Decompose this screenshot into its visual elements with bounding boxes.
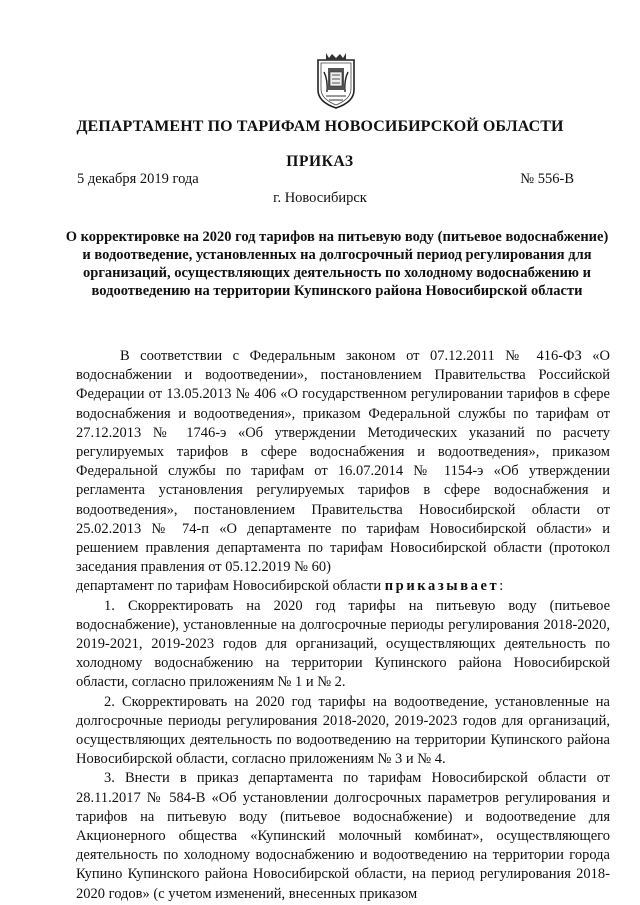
order-item-2: 2. Скорректировать на 2020 год тарифы на водоотведение, установленные на долгосрочные периоды регулирования 2018-2020, 2019-2023 годов для организаций, осуществляющих деятельность по водоотведению на территории Купинского района Новосибирской области, согласно приложениям № 3 и № 4. <box>76 693 610 768</box>
order-body <box>76 347 610 904</box>
preamble-paragraph: В соответствии с Федеральным законом от 07.12.2011 № 416-ФЗ «О водоснабжении и водоотведении», постановлением Правительства Российской Федерации от 13.05.2013 № 406 «О государственном регулировании тарифов в сфере водоснабжения и водоотведения», приказом Федеральной службы по тарифам от 27.12.2013 № 1746-э «Об утверждении Методических указаний по расчету регулируемых тарифов в сфере водоснабжения и водоотведения», приказом Федеральной службы по тарифам от 16.07.2014 № 1154-э «Об утверждении регламента установления регулируемых тарифов в сфере водоснабжения и водоотведения», постановлением Правительства Новосибирской области от 25.02.2013 № 74-п «О департаменте по тарифам Новосибирской области» и решением правления департамента по тарифам Новосибирской области (протокол заседания правления от 05.12.2019 № 60) <box>76 348 610 576</box>
document-type: ПРИКАЗ <box>286 153 354 170</box>
orders-prefix: департамент по тарифам Новосибирской области <box>76 578 385 595</box>
department-name: ДЕПАРТАМЕНТ ПО ТАРИФАМ НОВОСИБИРСКОЙ ОБЛАСТИ <box>76 118 564 135</box>
order-item-3: 3. Внести в приказ департамента по тарифам Новосибирской области от 28.11.2017 № 584-В «Об установлении долгосрочных параметров регулирования и тарифов на питьевую воду (питьевое водоснабжение) и водоотведение для Акционерного общества «Купинский молочный комбинат», осуществляющего деятельность по холодному водоснабжению и водоотведению на территории города Купино Купинского района Новосибирской области, на период регулирования 2018-2020 годов» (с учетом изменений, внесенных приказом <box>76 770 610 902</box>
order-item-1: 1. Скорректировать на 2020 год тарифы на питьевую воду (питьевое водоснабжение), установленные на долгосрочные периоды регулирования 2018-2020, 2019-2021, 2019-2023 годов для организаций, осуществляющих деятельность по холодному водоснабжению на территории Купинского района Новосибирской области, согласно приложениям № 1 и № 2. <box>76 597 610 691</box>
order-city: г. Новосибирск <box>273 190 367 206</box>
orders-line <box>76 577 610 596</box>
order-subject: О корректировке на 2020 год тарифов на питьевую воду (питьевое водоснабжение) и водоотведение, установленных на долгосрочный период регулирования для организаций, осуществляющих деятельность по холодному водоснабжению и водоотведению на территории Купинского района Новосибирской области <box>65 229 609 299</box>
orders-word: приказывает <box>384 578 500 595</box>
order-number: № 556-В <box>520 171 574 187</box>
coat-of-arms-emblem <box>314 50 358 110</box>
orders-suffix: : <box>499 578 504 595</box>
order-date: 5 декабря 2019 года <box>77 171 199 187</box>
